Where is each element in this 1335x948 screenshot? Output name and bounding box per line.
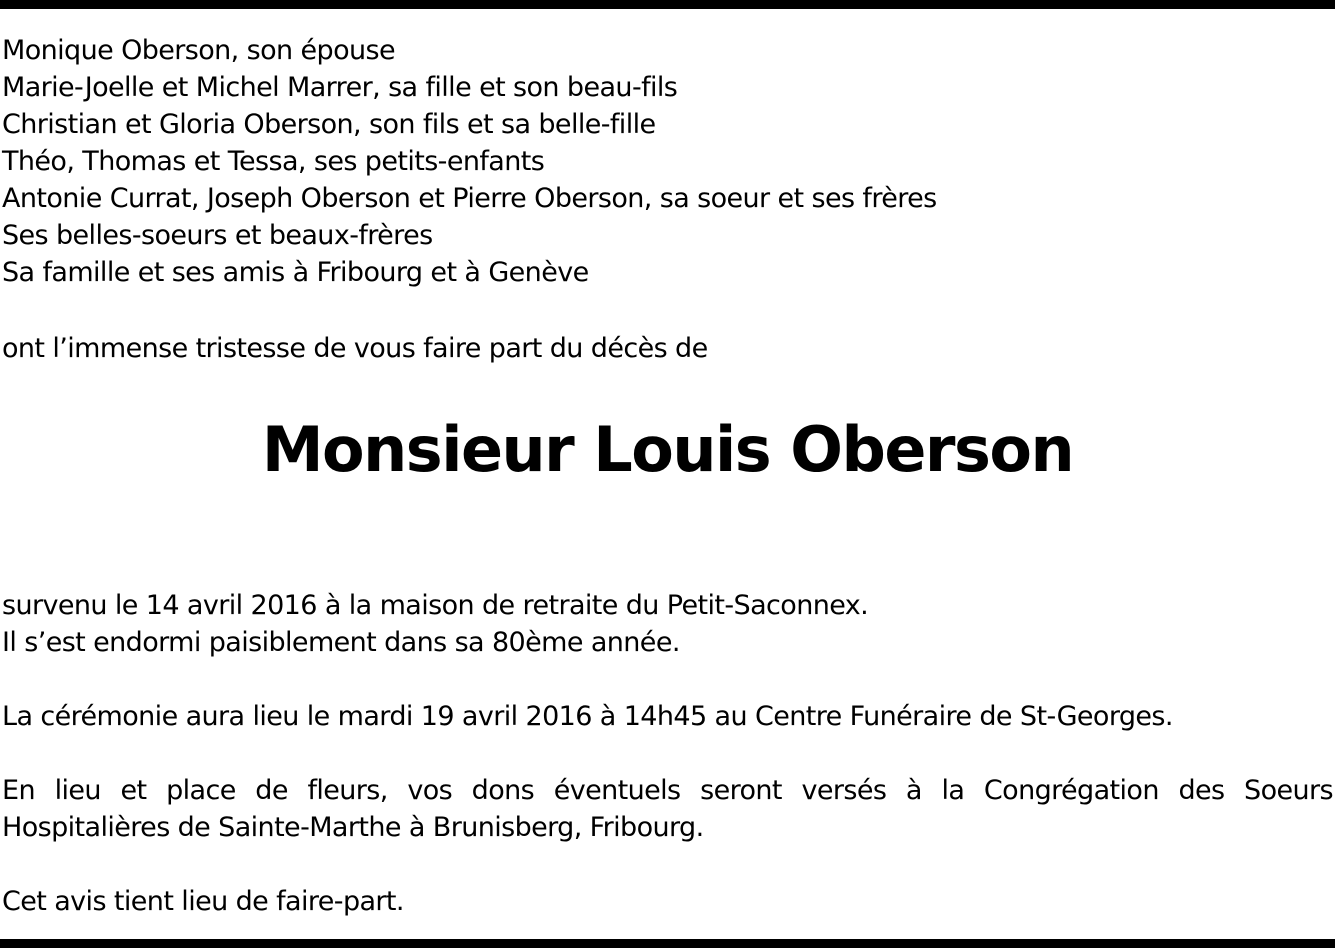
family-line: Christian et Gloria Oberson, son fils et sa belle-fille <box>2 109 656 140</box>
ceremony-text <box>2 698 1173 735</box>
family-line: Marie-Joelle et Michel Marrer, sa fille et son beau-fils <box>2 72 678 103</box>
announcement-text <box>2 330 708 367</box>
family-line: Théo, Thomas et Tessa, ses petits-enfants <box>2 146 545 177</box>
death-details-line: survenu le 14 avril 2016 à la maison de retraite du Petit-Saconnex. <box>2 590 869 621</box>
top-border-rule <box>0 0 1335 9</box>
family-line: Ses belles-soeurs et beaux-frères <box>2 220 433 251</box>
ceremony-line: La cérémonie aura lieu le mardi 19 avril 2016 à 14h45 au Centre Funéraire de St-Georges. <box>2 701 1173 732</box>
family-line: Sa famille et ses amis à Fribourg et à Genève <box>2 257 589 288</box>
family-line: Antonie Currat, Joseph Oberson et Pierre Oberson, sa soeur et ses frères <box>2 183 937 214</box>
announcement-line: ont l’immense tristesse de vous faire part du décès de <box>2 333 708 364</box>
family-list <box>2 32 937 291</box>
bottom-border-rule <box>0 939 1335 948</box>
closing-line: Cet avis tient lieu de faire-part. <box>2 886 404 917</box>
donation-line: Hospitalières de Sainte-Marthe à Brunisberg, Fribourg. <box>2 812 704 843</box>
closing-text <box>2 883 404 920</box>
donation-text <box>2 772 1333 846</box>
death-details <box>2 587 868 661</box>
death-details-line: Il s’est endormi paisiblement dans sa 80ème année. <box>2 627 680 658</box>
family-line: Monique Oberson, son épouse <box>2 35 395 66</box>
donation-line: En lieu et place de fleurs, vos dons éventuels seront versés à la Congrégation des Soeurs <box>2 775 1333 806</box>
deceased-name: Monsieur Louis Oberson <box>261 413 1074 486</box>
